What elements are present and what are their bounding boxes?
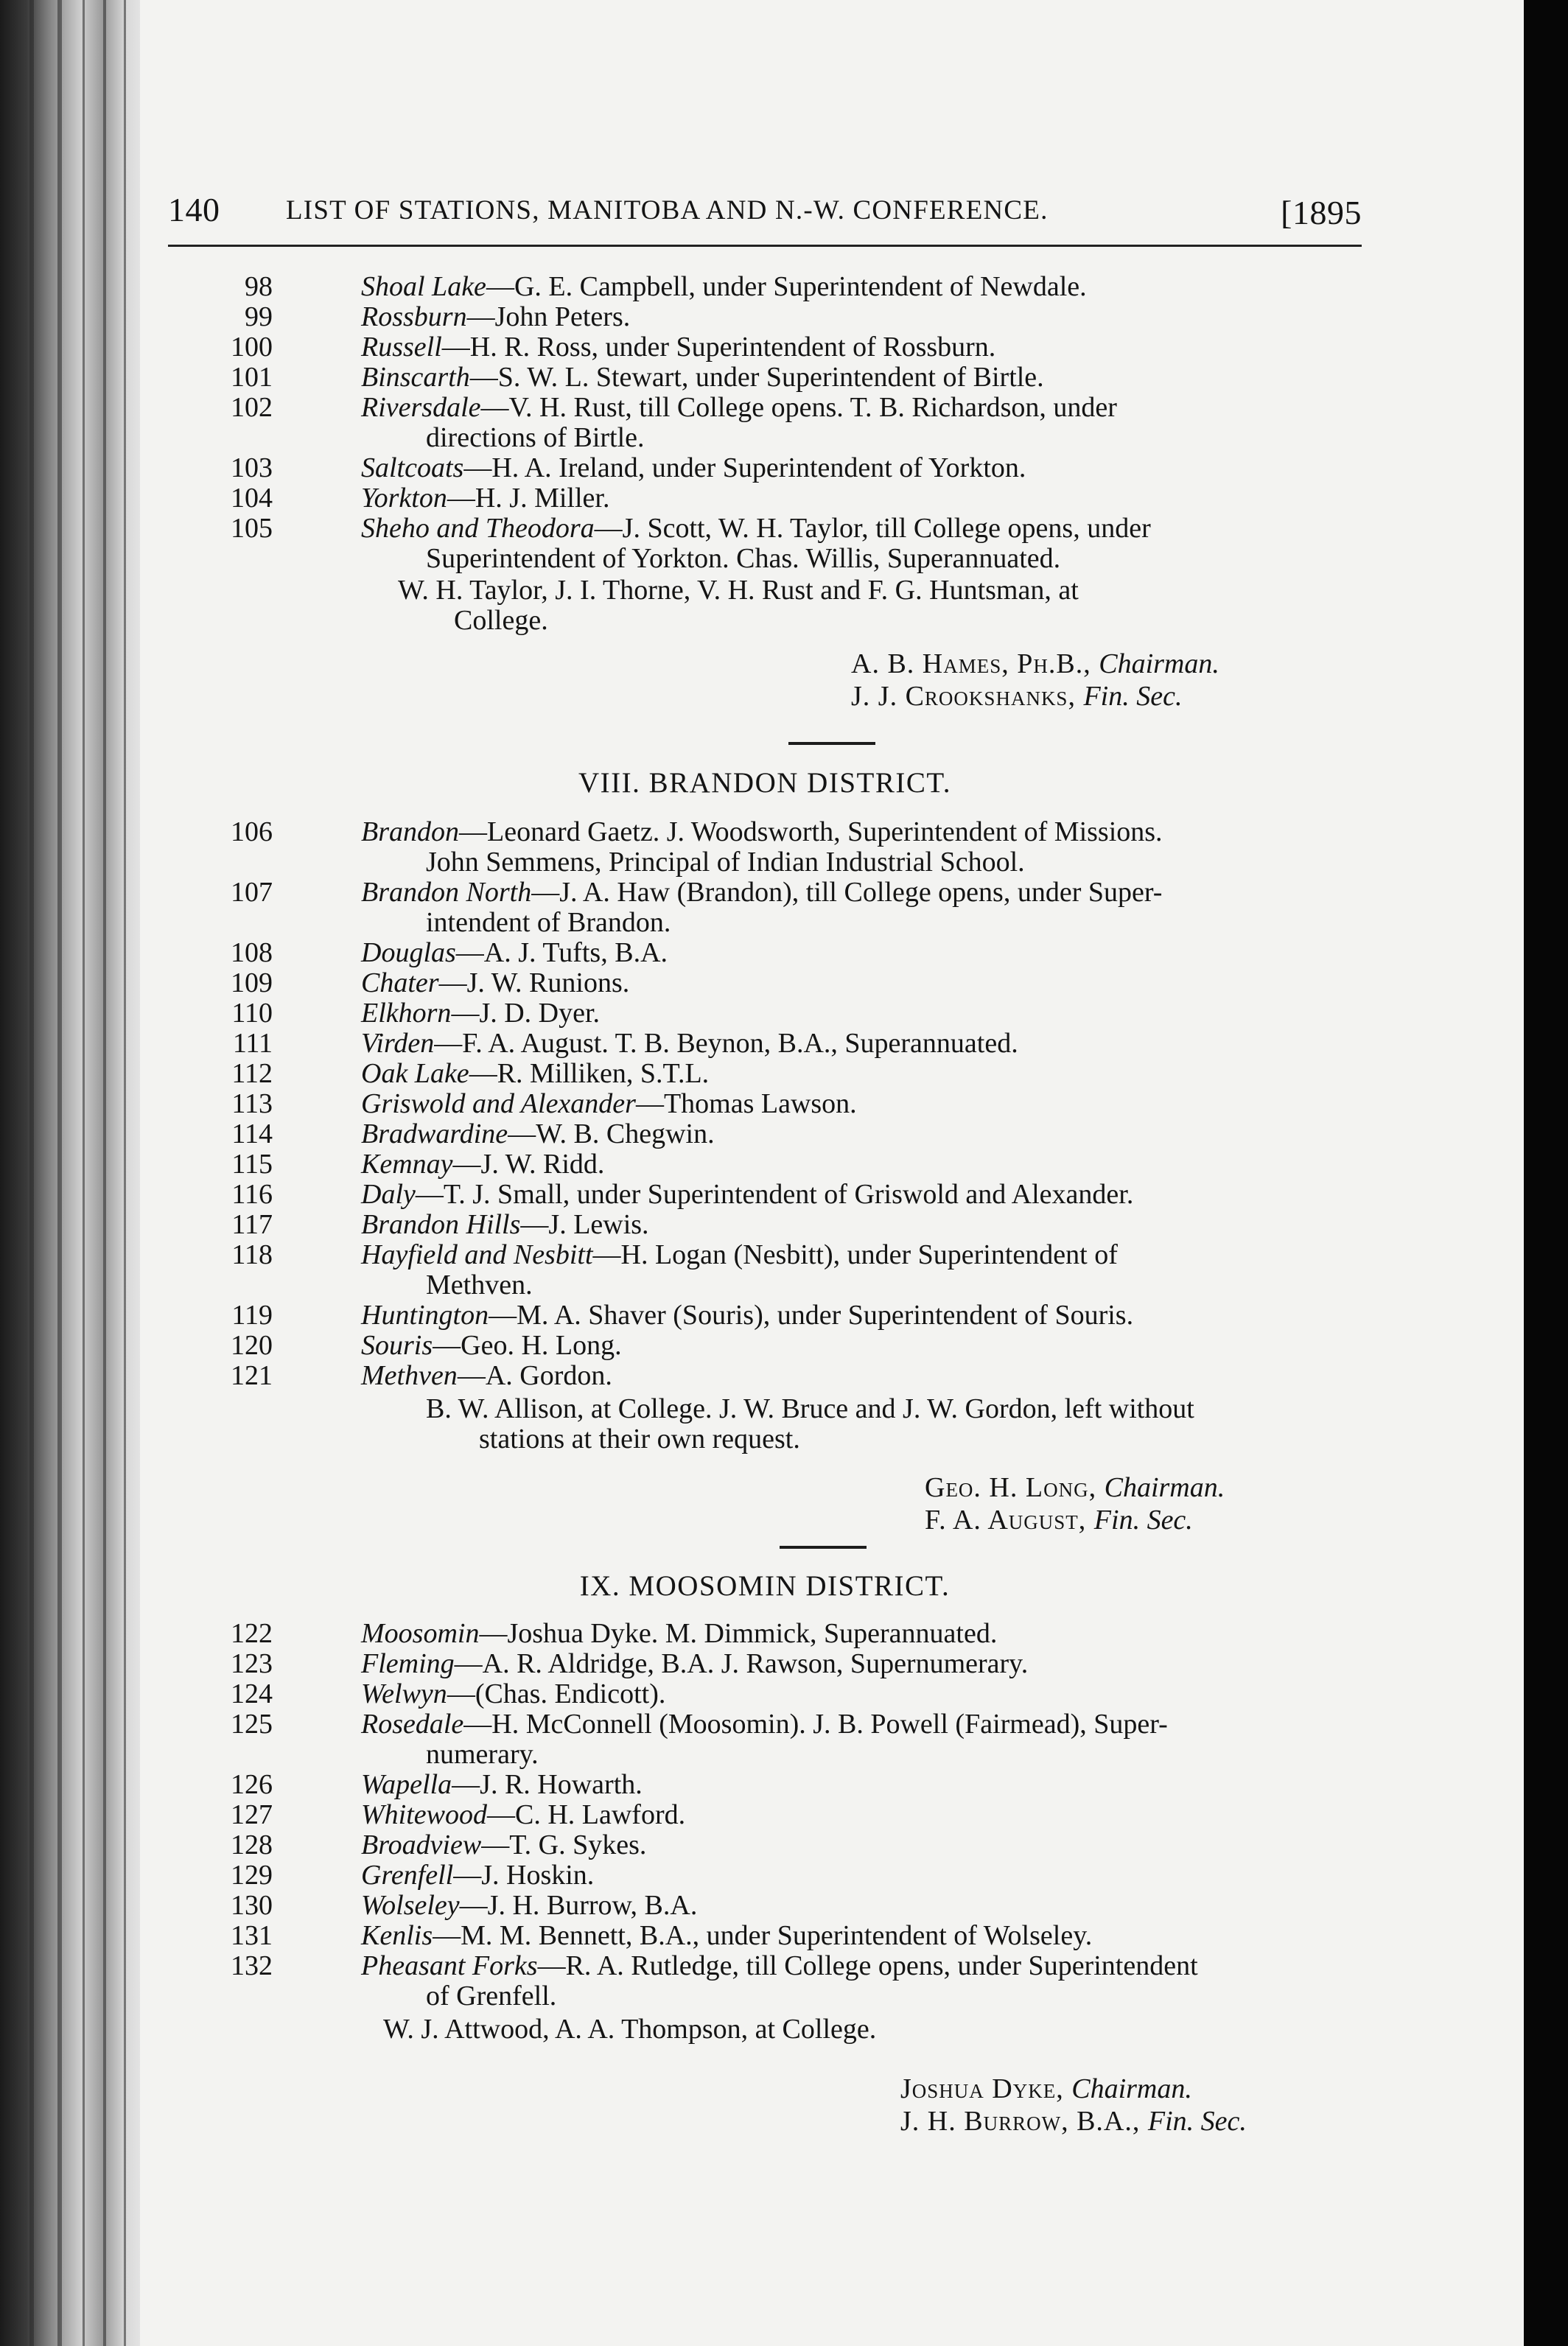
running-title: LIST OF STATIONS, MANITOBA AND N.-W. CONFERENCE. [286, 195, 1049, 225]
station-name: Methven [361, 1360, 458, 1391]
entry-number: 109 [231, 967, 273, 998]
fin-sec-signature-role: Fin. Sec. [1083, 681, 1183, 712]
fin-sec-signature-role: Fin. Sec. [1147, 2106, 1247, 2137]
entry-line [361, 877, 1162, 908]
entry-number: 121 [231, 1360, 273, 1391]
station-name: Yorkton [361, 483, 447, 514]
entry-number: 106 [231, 816, 273, 847]
entry-line [361, 1920, 1092, 1951]
entry-line [361, 271, 1087, 302]
entry-line [361, 392, 1117, 423]
entry-number: 102 [231, 392, 273, 423]
station-name: Elkhorn [361, 998, 452, 1029]
entry-continuation: intendent of Brandon. [426, 907, 671, 938]
chairman-signature [900, 2073, 1192, 2104]
entry-number: 108 [231, 937, 273, 968]
entry-number: 112 [231, 1058, 273, 1089]
entry-number: 125 [231, 1709, 273, 1740]
entry-line [361, 1179, 1133, 1210]
entry-line [361, 513, 1151, 544]
station-name: Oak Lake [361, 1058, 469, 1089]
entry-text: —J. Scott, W. H. Taylor, till College opens, under [594, 513, 1151, 544]
station-name: Whitewood [361, 1799, 487, 1830]
entry-continuation: John Semmens, Principal of Indian Industrial School. [426, 847, 1025, 878]
chairman-signature-name: A. B. Hames, Ph.B., [851, 648, 1099, 679]
entry-continuation: Superintendent of Yorkton. Chas. Willis, Superannuated. [426, 543, 1061, 574]
entry-number: 114 [231, 1118, 273, 1149]
station-name: Wapella [361, 1769, 452, 1800]
entry-number: 104 [231, 483, 273, 514]
district-note: B. W. Allison, at College. J. W. Bruce and J. W. Gordon, left without [426, 1393, 1194, 1424]
entry-text: —H. Logan (Nesbitt), under Superintendent of [592, 1239, 1118, 1270]
entry-line [361, 1829, 646, 1860]
entry-text: —Leonard Gaetz. J. Woodsworth, Superintendent of Missions. [459, 816, 1163, 847]
station-name: Souris [361, 1330, 433, 1361]
entry-line [361, 362, 1044, 393]
entry-line [361, 1678, 665, 1709]
station-name: Kenlis [361, 1920, 433, 1951]
entry-text: —J. Lewis. [520, 1209, 649, 1240]
entry-line [361, 1950, 1198, 1981]
entry-text: —(Chas. Endicott). [447, 1678, 666, 1709]
chairman-signature [925, 1472, 1225, 1503]
station-name: Huntington [361, 1300, 489, 1331]
station-name: Hayfield and Nesbitt [361, 1239, 593, 1270]
station-name: Shoal Lake [361, 271, 486, 302]
entry-line [361, 1088, 857, 1119]
station-name: Rossburn [361, 301, 467, 332]
entry-number: 124 [231, 1678, 273, 1709]
entry-continuation: Methven. [426, 1270, 533, 1300]
entry-text: —A. R. Aldridge, B.A. J. Rawson, Supernumerary. [454, 1648, 1029, 1679]
entry-number: 122 [231, 1618, 273, 1649]
fin-sec-signature [900, 2106, 1247, 2137]
chairman-signature-role: Chairman. [1071, 2073, 1192, 2104]
entry-text: —T. J. Small, under Superintendent of Griswold and Alexander. [415, 1179, 1134, 1210]
entry-number: 111 [232, 1028, 273, 1059]
entry-number: 115 [231, 1149, 273, 1180]
entry-text: —S. W. L. Stewart, under Superintendent of Birtle. [469, 362, 1044, 393]
station-name: Griswold and Alexander [361, 1088, 636, 1119]
station-name: Fleming [361, 1648, 455, 1679]
fin-sec-signature [851, 681, 1182, 712]
entry-line [361, 1209, 649, 1240]
chairman-signature-name: Joshua Dyke, [900, 2073, 1072, 2104]
entry-line [361, 1618, 997, 1649]
entry-number: 128 [231, 1829, 273, 1860]
entry-text: —A. J. Tufts, B.A. [455, 937, 668, 968]
entry-line [361, 1149, 604, 1180]
entry-number: 119 [231, 1300, 273, 1331]
entry-line [361, 998, 600, 1029]
entry-line [361, 1330, 622, 1361]
district-note: College. [454, 605, 548, 636]
entry-text: —J. Hoskin. [453, 1860, 595, 1891]
station-name: Grenfell [361, 1860, 454, 1891]
district-note: W. H. Taylor, J. I. Thorne, V. H. Rust and F. G. Huntsman, at [398, 575, 1079, 606]
entry-text: —V. H. Rust, till College opens. T. B. Richardson, under [480, 392, 1117, 423]
entry-number: 107 [231, 877, 273, 908]
entry-number: 103 [231, 452, 273, 483]
station-name: Pheasant Forks [361, 1950, 538, 1981]
entry-line [361, 967, 629, 998]
station-name: Riversdale [361, 392, 481, 423]
entry-line [361, 483, 609, 514]
entry-line [361, 1360, 612, 1391]
entry-text: —J. D. Dyer. [451, 998, 601, 1029]
entry-line [361, 1300, 1133, 1331]
entry-line [361, 1648, 1028, 1679]
station-name: Rosedale [361, 1709, 464, 1740]
entry-line [361, 1028, 1018, 1059]
station-name: Wolseley [361, 1890, 460, 1921]
entry-number: 99 [245, 301, 273, 332]
page-number: 140 [168, 191, 220, 228]
entry-text: —J. H. Burrow, B.A. [459, 1890, 698, 1921]
header-year: [1895 [1281, 194, 1362, 231]
district-heading: VIII. BRANDON DISTRICT. [578, 767, 952, 799]
entry-number: 132 [231, 1950, 273, 1981]
chairman-signature-role: Chairman. [1099, 648, 1219, 679]
station-name: Douglas [361, 937, 456, 968]
entry-text: —M. A. Shaver (Souris), under Superintendent of Souris. [489, 1300, 1134, 1331]
entry-text: —J. A. Haw (Brandon), till College opens, under Super- [531, 877, 1163, 908]
entry-text: —Joshua Dyke. M. Dimmick, Superannuated. [479, 1618, 998, 1649]
station-name: Chater [361, 967, 439, 998]
station-name: Brandon Hills [361, 1209, 521, 1240]
entry-number: 98 [245, 271, 273, 302]
entry-text: —C. H. Lawford. [486, 1799, 686, 1830]
entry-line [361, 1118, 715, 1149]
entry-text: —John Peters. [466, 301, 631, 332]
entry-text: —Geo. H. Long. [433, 1330, 622, 1361]
entry-line [361, 816, 1163, 847]
entry-line [361, 1058, 709, 1089]
entry-line [361, 332, 995, 363]
entry-line [361, 452, 1026, 483]
entry-number: 116 [231, 1179, 273, 1210]
entry-number: 126 [231, 1769, 273, 1800]
station-name: Welwyn [361, 1678, 447, 1709]
entry-text: —H. J. Miller. [447, 483, 610, 514]
station-name: Kemnay [361, 1149, 453, 1180]
district-heading: IX. MOOSOMIN DISTRICT. [579, 1570, 951, 1602]
chairman-signature-role: Chairman. [1104, 1472, 1225, 1503]
entry-number: 101 [231, 362, 273, 393]
entry-number: 120 [231, 1330, 273, 1361]
fin-sec-signature-name: F. A. August, [925, 1505, 1094, 1536]
entry-line [361, 1890, 697, 1921]
chairman-signature [851, 648, 1219, 679]
entry-number: 123 [231, 1648, 273, 1679]
fin-sec-signature-role: Fin. Sec. [1093, 1505, 1193, 1536]
entry-line [361, 1799, 685, 1830]
station-name: Moosomin [361, 1618, 480, 1649]
entry-text: —H. McConnell (Moosomin). J. B. Powell (Fairmead), Super- [463, 1709, 1168, 1740]
entry-number: 129 [231, 1860, 273, 1891]
station-name: Brandon [361, 816, 459, 847]
entry-text: —G. E. Campbell, under Superintendent of Newdale. [486, 271, 1087, 302]
entry-text: —J. R. Howarth. [452, 1769, 643, 1800]
entry-number: 130 [231, 1890, 273, 1921]
fin-sec-signature [925, 1505, 1193, 1536]
station-name: Saltcoats [361, 452, 464, 483]
entry-text: —W. B. Chegwin. [508, 1118, 715, 1149]
station-name: Binscarth [361, 362, 470, 393]
station-name: Bradwardine [361, 1118, 508, 1149]
entry-text: —T. G. Sykes. [481, 1829, 647, 1860]
entry-number: 100 [231, 332, 273, 363]
entry-number: 110 [231, 998, 273, 1029]
entry-continuation: directions of Birtle. [426, 422, 645, 453]
entry-number: 118 [231, 1239, 273, 1270]
entry-number: 105 [231, 513, 273, 544]
entry-line [361, 1239, 1118, 1270]
entry-text: —R. Milliken, S.T.L. [469, 1058, 710, 1089]
entry-line [361, 1860, 594, 1891]
entry-text: —J. W. Ridd. [452, 1149, 605, 1180]
district-note: W. J. Attwood, A. A. Thompson, at College. [383, 2014, 877, 2045]
entry-text: —H. R. Ross, under Superintendent of Rossburn. [441, 332, 996, 363]
entry-line [361, 301, 630, 332]
entry-number: 127 [231, 1799, 273, 1830]
station-name: Russell [361, 332, 442, 363]
district-note: stations at their own request. [479, 1424, 800, 1454]
section-divider [780, 1546, 867, 1549]
entry-number: 117 [231, 1209, 273, 1240]
station-name: Sheho and Theodora [361, 513, 595, 544]
fin-sec-signature-name: J. H. Burrow, B.A., [900, 2106, 1148, 2137]
entry-number: 131 [231, 1920, 273, 1951]
entry-line [361, 937, 668, 968]
station-name: Virden [361, 1028, 435, 1059]
entry-line [361, 1709, 1168, 1740]
entry-continuation: of Grenfell. [426, 1981, 557, 2011]
entry-text: —A. Gordon. [457, 1360, 612, 1391]
chairman-signature-name: Geo. H. Long, [925, 1472, 1105, 1503]
section-divider [788, 742, 875, 745]
entry-text: —F. A. August. T. B. Beynon, B.A., Superannuated. [434, 1028, 1018, 1059]
entry-text: —R. A. Rutledge, till College opens, under Superintendent [537, 1950, 1198, 1981]
entry-line [361, 1769, 643, 1800]
entry-number: 113 [231, 1088, 273, 1119]
entry-text: —J. W. Runions. [438, 967, 630, 998]
station-name: Daly [361, 1179, 416, 1210]
station-name: Brandon North [361, 877, 532, 908]
fin-sec-signature-name: J. J. Crookshanks, [851, 681, 1084, 712]
entry-text: —H. A. Ireland, under Superintendent of Yorkton. [463, 452, 1026, 483]
entry-continuation: numerary. [426, 1739, 539, 1770]
entry-text: —M. M. Bennett, B.A., under Superintendent of Wolseley. [433, 1920, 1093, 1951]
station-name: Broadview [361, 1829, 482, 1860]
entry-text: —Thomas Lawson. [635, 1088, 857, 1119]
